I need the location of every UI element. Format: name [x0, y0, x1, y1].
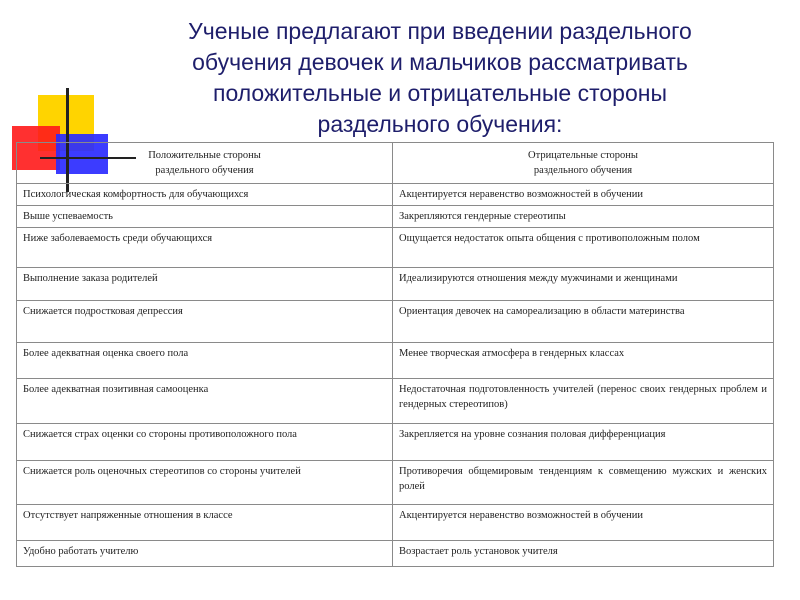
table-row [17, 379, 774, 424]
header-positive [17, 143, 393, 184]
cell-negative: Менее творческая атмосфера в гендерных классах [393, 343, 774, 379]
cell-negative: Недостаточная подготовленность учителей (перенос своих гендерных проблем и гендерных стереотипов) [393, 379, 774, 424]
cell-positive: Выполнение заказа родителей [17, 268, 393, 301]
cell-negative: Закрепляется на уровне сознания половая дифференциация [393, 424, 774, 461]
cell-positive: Ниже заболеваемость среди обучающихся [17, 228, 393, 268]
table-row [17, 206, 774, 228]
cell-positive: Более адекватная оценка своего пола [17, 343, 393, 379]
cell-negative: Закрепляются гендерные стереотипы [393, 206, 774, 228]
slide-title [140, 16, 740, 140]
cell-positive: Снижается страх оценки со стороны противоположного пола [17, 424, 393, 461]
cell-negative: Возрастает роль установок учителя [393, 541, 774, 567]
cell-positive: Снижается подростковая депрессия [17, 301, 393, 343]
title-line: Ученые предлагают при введении раздельного [188, 18, 692, 44]
cell-positive: Удобно работать учителю [17, 541, 393, 567]
cell-positive: Более адекватная позитивная самооценка [17, 379, 393, 424]
title-line: раздельного обучения: [317, 111, 563, 137]
cell-positive: Снижается роль оценочных стереотипов со стороны учителей [17, 461, 393, 505]
cell-positive: Выше успеваемость [17, 206, 393, 228]
cell-positive: Отсутствует напряженные отношения в классе [17, 505, 393, 541]
table-row [17, 424, 774, 461]
table-header-row [17, 143, 774, 184]
table-row [17, 268, 774, 301]
cell-negative: Акцентируется неравенство возможностей в обучении [393, 184, 774, 206]
header-negative-line: Отрицательные стороны [528, 150, 638, 161]
table-row [17, 301, 774, 343]
title-line: положительные и отрицательные стороны [213, 80, 667, 106]
cell-negative: Противоречия общемировым тенденциям к совмещению мужских и женских ролей [393, 461, 774, 505]
table-row [17, 505, 774, 541]
header-negative [393, 143, 774, 184]
header-negative-line: раздельного обучения [533, 165, 633, 176]
table-row [17, 228, 774, 268]
table-row [17, 184, 774, 206]
header-positive-line: раздельного обучения [155, 165, 254, 176]
table-row [17, 541, 774, 567]
cell-negative: Акцентируется неравенство возможностей в обучении [393, 505, 774, 541]
table-row [17, 461, 774, 505]
cell-negative: Идеализируются отношения между мужчинами и женщинами [393, 268, 774, 301]
comparison-table [16, 142, 774, 567]
cell-negative: Ориентация девочек на самореализацию в области материнства [393, 301, 774, 343]
header-positive-line: Положительные стороны [148, 150, 261, 161]
title-line: обучения девочек и мальчиков рассматривать [192, 49, 688, 75]
cell-negative: Ощущается недостаток опыта общения с противоположным полом [393, 228, 774, 268]
cell-positive: Психологическая комфортность для обучающихся [17, 184, 393, 206]
table-row [17, 343, 774, 379]
